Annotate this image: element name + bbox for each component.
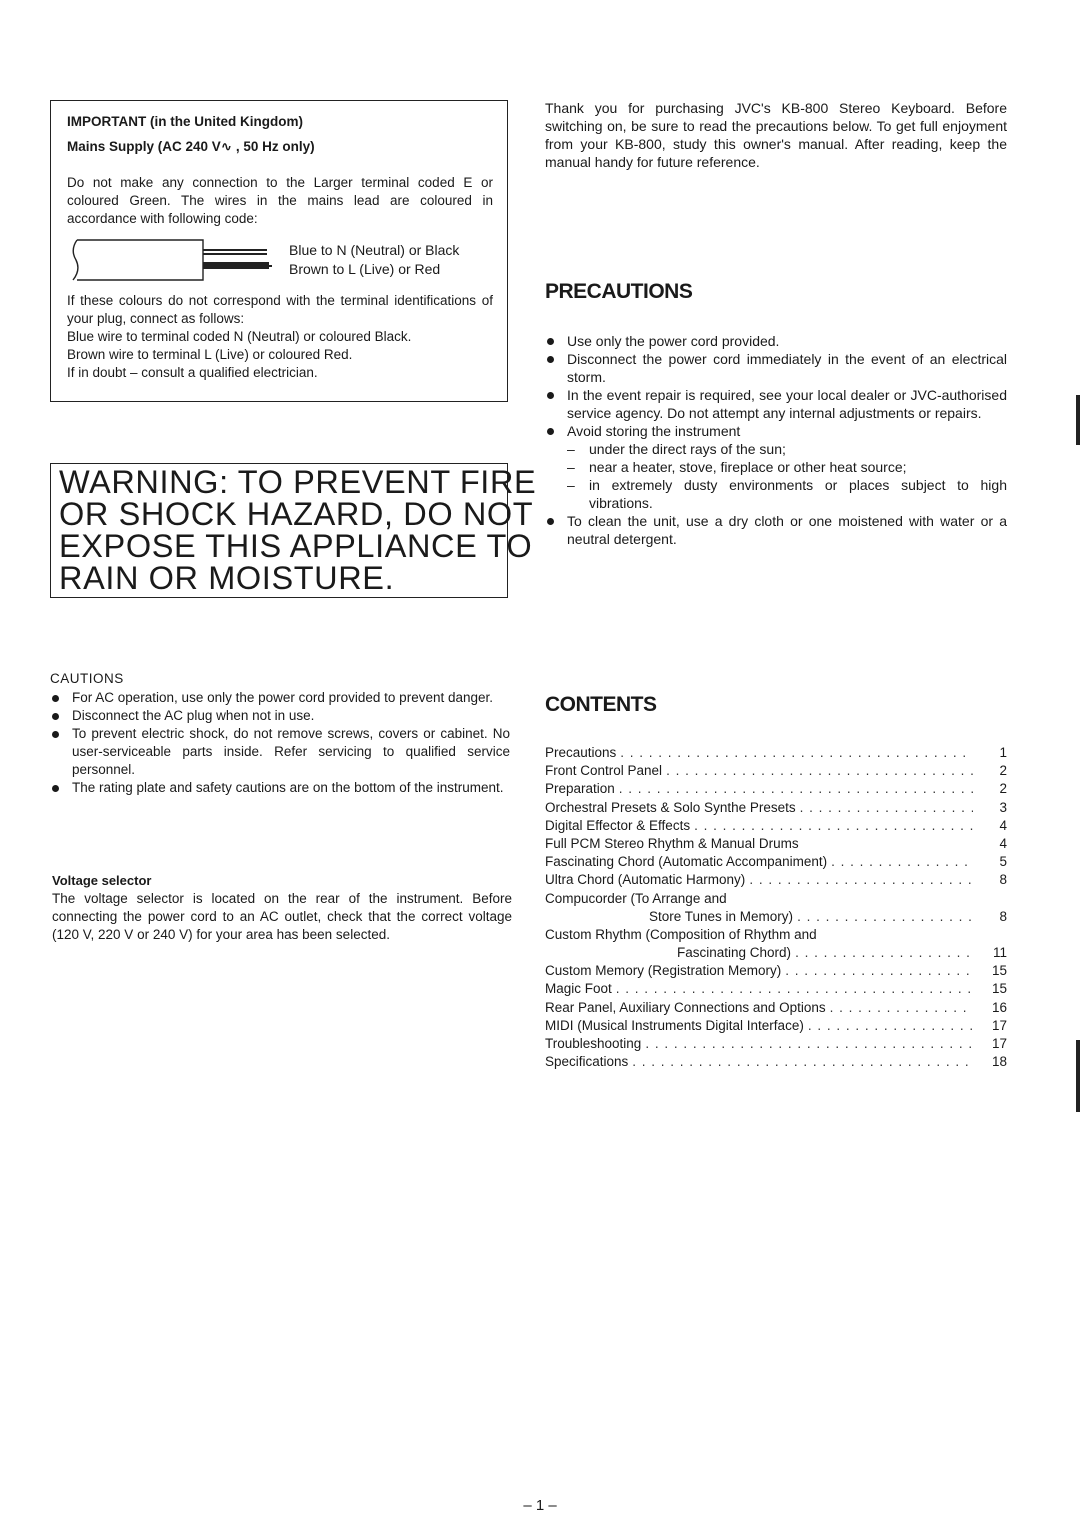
storage-sublist xyxy=(567,440,1007,512)
list-item xyxy=(545,422,1007,512)
mains-lead-icon xyxy=(67,238,287,282)
voltage-heading: Voltage selector xyxy=(52,873,152,888)
contents-heading: CONTENTS xyxy=(545,693,657,716)
toc-row[interactable]: Full PCM Stereo Rhythm & Manual Drums 4 xyxy=(545,835,1007,851)
list-item: For AC operation, use only the power cord provided to prevent danger. xyxy=(50,689,510,707)
precautions-heading: PRECAUTIONS xyxy=(545,280,693,303)
toc-row[interactable]: Custom Memory (Registration Memory) . . . 15 xyxy=(545,963,1007,981)
scan-edge-mark xyxy=(1076,1040,1080,1112)
contents-heading-wrap xyxy=(545,693,657,717)
voltage-text: The voltage selector is located on the rear of the instrument. Before connecting the power cord to an AC outlet, check that the correct voltage (120 V, 220 V or 240 V) for your area has been selected. xyxy=(52,891,512,942)
list-item: To clean the unit, use a dry cloth or one moistened with water or a neutral detergent. xyxy=(545,512,1007,548)
uk-if-doubt: If in doubt – consult a qualified electrician. xyxy=(67,365,318,380)
scan-edge-mark xyxy=(1076,395,1080,445)
cautions-heading: CAUTIONS xyxy=(50,671,124,686)
wire-brown-label: Brown to L (Live) or Red xyxy=(289,261,441,277)
list-item: Disconnect the AC plug when not in use. xyxy=(50,707,510,725)
toc-row[interactable]: Preparation . . . 2 xyxy=(545,781,1007,799)
list-item: The rating plate and safety cautions are on the bottom of the instrument. xyxy=(50,779,510,797)
toc-row[interactable]: Fascinating Chord (Automatic Accompaniment) . . . 5 xyxy=(545,854,1007,872)
uk-important-box xyxy=(50,100,508,402)
voltage-section xyxy=(52,872,512,944)
plug-diagram xyxy=(67,238,493,282)
toc-row[interactable]: Troubleshooting . . . 17 xyxy=(545,1036,1007,1054)
toc-row[interactable]: MIDI (Musical Instruments Digital Interface) . . . 17 xyxy=(545,1018,1007,1036)
toc-row[interactable]: Precautions . . . 1 xyxy=(545,745,1007,763)
precautions-list xyxy=(545,332,1007,548)
list-item: Use only the power cord provided. xyxy=(545,332,1007,350)
toc-row[interactable]: Compucorder (To Arrange and xyxy=(545,890,727,906)
cautions-section xyxy=(50,670,510,797)
toc-row[interactable]: Specifications . . . 18 xyxy=(545,1054,1007,1072)
uk-blue-wire: Blue wire to terminal coded N (Neutral) or coloured Black. xyxy=(67,329,412,344)
warning-line: OR SHOCK HAZARD, DO NOT xyxy=(59,496,534,532)
uk-intro: Do not make any connection to the Larger terminal coded E or coloured Green. The wires in the mains lead are coloured in accordance with following code: xyxy=(67,175,493,226)
warning-line: WARNING: TO PREVENT FIRE xyxy=(59,464,537,500)
mains-supply: Mains Supply (AC 240 V∿ , 50 Hz only) xyxy=(67,139,315,154)
sub-list-item: – in extremely dusty environments or places subject to high vibrations. xyxy=(567,476,1007,512)
list-item: In the event repair is required, see your local dealer or JVC-authorised service agency. Do not attempt any internal adjustments or repairs. xyxy=(545,386,1007,422)
warning-box xyxy=(50,463,537,598)
uk-brown-wire: Brown wire to terminal L (Live) or coloured Red. xyxy=(67,347,353,362)
toc-row[interactable]: Digital Effector & Effects . . . 4 xyxy=(545,818,1007,836)
precautions-heading-wrap xyxy=(545,280,692,304)
toc-row[interactable]: Magic Foot . . . 15 xyxy=(545,981,1007,999)
sub-list-item: – under the direct rays of the sun; xyxy=(567,440,1007,458)
wire-colour-code xyxy=(289,241,459,279)
contents-table xyxy=(545,745,1007,1072)
uk-title: IMPORTANT (in the United Kingdom) xyxy=(67,114,303,129)
warning-line: RAIN OR MOISTURE. xyxy=(59,560,395,596)
toc-row[interactable]: Ultra Chord (Automatic Harmony) . . . 8 xyxy=(545,872,1007,890)
cautions-list xyxy=(50,689,510,797)
list-item: To prevent electric shock, do not remove screws, covers or cabinet. No user-serviceable parts inside. Refer servicing to qualified service personnel. xyxy=(50,725,510,779)
page-number: – 1 – xyxy=(523,1497,557,1514)
toc-row[interactable]: Rear Panel, Auxiliary Connections and Options . . . 16 xyxy=(545,1000,1007,1018)
sub-list-item: – near a heater, stove, fireplace or other heat source; xyxy=(567,458,1007,476)
toc-row[interactable]: Fascinating Chord) . . . 11 xyxy=(545,945,1007,963)
warning-line: EXPOSE THIS APPLIANCE TO xyxy=(59,528,533,564)
toc-row[interactable]: Front Control Panel . . . 2 xyxy=(545,763,1007,781)
intro-paragraph: Thank you for purchasing JVC's KB-800 Stereo Keyboard. Before switching on, be sure to read the precautions below. To get full enjoyment from your KB-800, study this owner's manual. After reading, keep the manual handy for future reference. xyxy=(545,100,1007,170)
list-item: Disconnect the power cord immediately in the event of an electrical storm. xyxy=(545,350,1007,386)
wire-blue-label: Blue to N (Neutral) or Black xyxy=(289,242,460,258)
precautions-section xyxy=(545,332,1007,548)
uk-if-not-correspond: If these colours do not correspond with the terminal identifications of your plug, connect as follows: xyxy=(67,293,493,326)
toc-row[interactable]: Orchestral Presets & Solo Synthe Presets . . . 3 xyxy=(545,800,1007,818)
avoid-storing-text: Avoid storing the instrument xyxy=(567,423,741,439)
toc-row[interactable]: Custom Rhythm (Composition of Rhythm and xyxy=(545,926,817,942)
toc-row[interactable]: Store Tunes in Memory) . . . 8 xyxy=(545,909,1007,927)
